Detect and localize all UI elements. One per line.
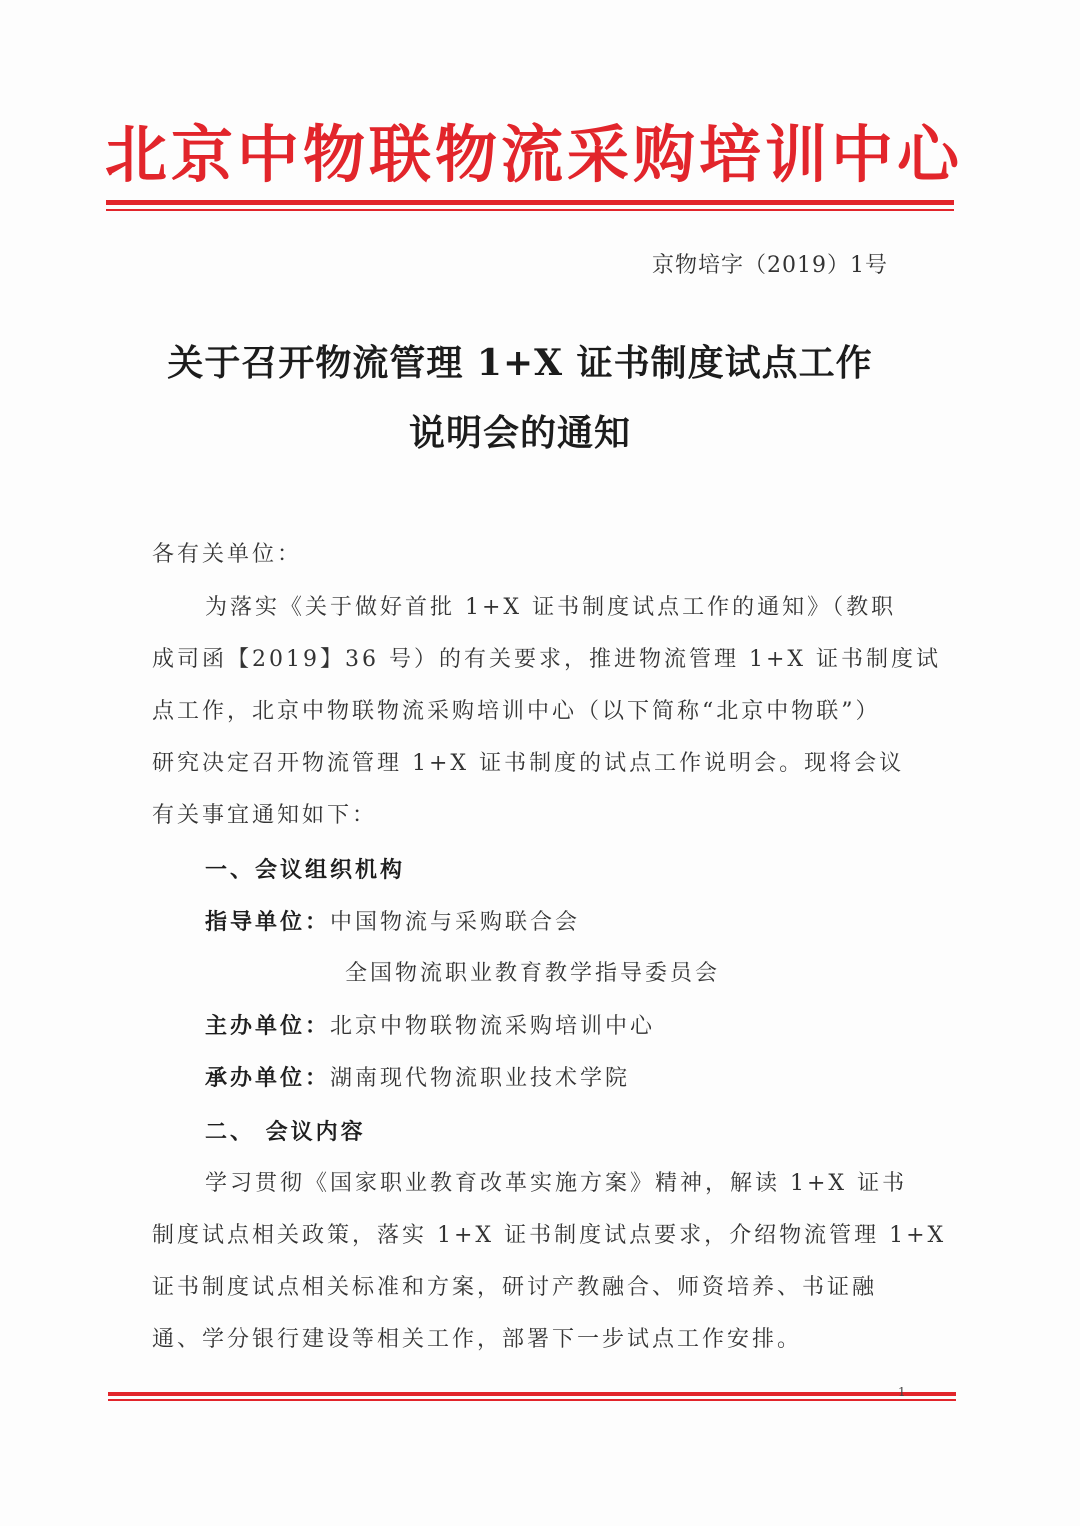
notice-title-line-2: 说明会的通知 (408, 412, 631, 454)
content-line: 通、学分银行建设等相关工作，部署下一步试点工作安排。 (152, 1327, 803, 1352)
notice-title-line-1: 关于召开物流管理 1+X 证书制度试点工作 (167, 342, 873, 384)
intro-line: 成司函【2019】36 号）的有关要求，推进物流管理 1+X 证书制度试 (152, 647, 942, 672)
content-line: 证书制度试点相关标准和方案，研讨产教融合、师资培养、书证融 (152, 1275, 878, 1300)
guide-unit-row (205, 907, 945, 938)
host-unit-row (205, 1011, 945, 1042)
document-number: 京物培字（2019）1号 (652, 253, 888, 278)
letterhead-rule-thin (106, 209, 954, 211)
organizer-unit-value: 湖南现代物流职业技术学院 (330, 1066, 631, 1091)
guide-unit-label: 指导单位： (205, 909, 331, 935)
section-heading-content: 二、 会议内容 (205, 1119, 366, 1145)
guide-unit-value-2: 全国物流职业教育教学指导委员会 (345, 961, 721, 986)
intro-line: 研究决定召开物流管理 1+X 证书制度的试点工作说明会。现将会议 (152, 751, 905, 776)
intro-line: 点工作，北京中物联物流采购培训中心（以下简称“北京中物联”） (152, 699, 881, 724)
letterhead-rule-thick (106, 200, 954, 205)
content-line: 制度试点相关政策，落实 1+X 证书制度试点要求，介绍物流管理 1+X (152, 1223, 947, 1248)
organizer-unit-row (205, 1063, 945, 1094)
intro-line: 为落实《关于做好首批 1+X 证书制度试点工作的通知》（教职 (205, 595, 897, 620)
organization-letterhead: 北京中物联物流采购培训中心 (105, 118, 964, 191)
section-heading-organization: 一、会议组织机构 (205, 857, 406, 883)
organizer-unit-label: 承办单位： (205, 1065, 331, 1091)
page-number: 1 (898, 1385, 906, 1399)
host-unit-label: 主办单位： (205, 1013, 331, 1039)
footer-rule-thin (108, 1399, 956, 1401)
content-line: 学习贯彻《国家职业教育改革实施方案》精神，解读 1+X 证书 (205, 1171, 908, 1196)
host-unit-value: 北京中物联物流采购培训中心 (330, 1014, 656, 1039)
intro-line: 有关事宜通知如下： (152, 803, 378, 828)
guide-unit-value: 中国物流与采购联合会 (330, 910, 581, 935)
footer-rule-thick (108, 1392, 956, 1396)
salutation: 各有关单位： (152, 542, 303, 567)
